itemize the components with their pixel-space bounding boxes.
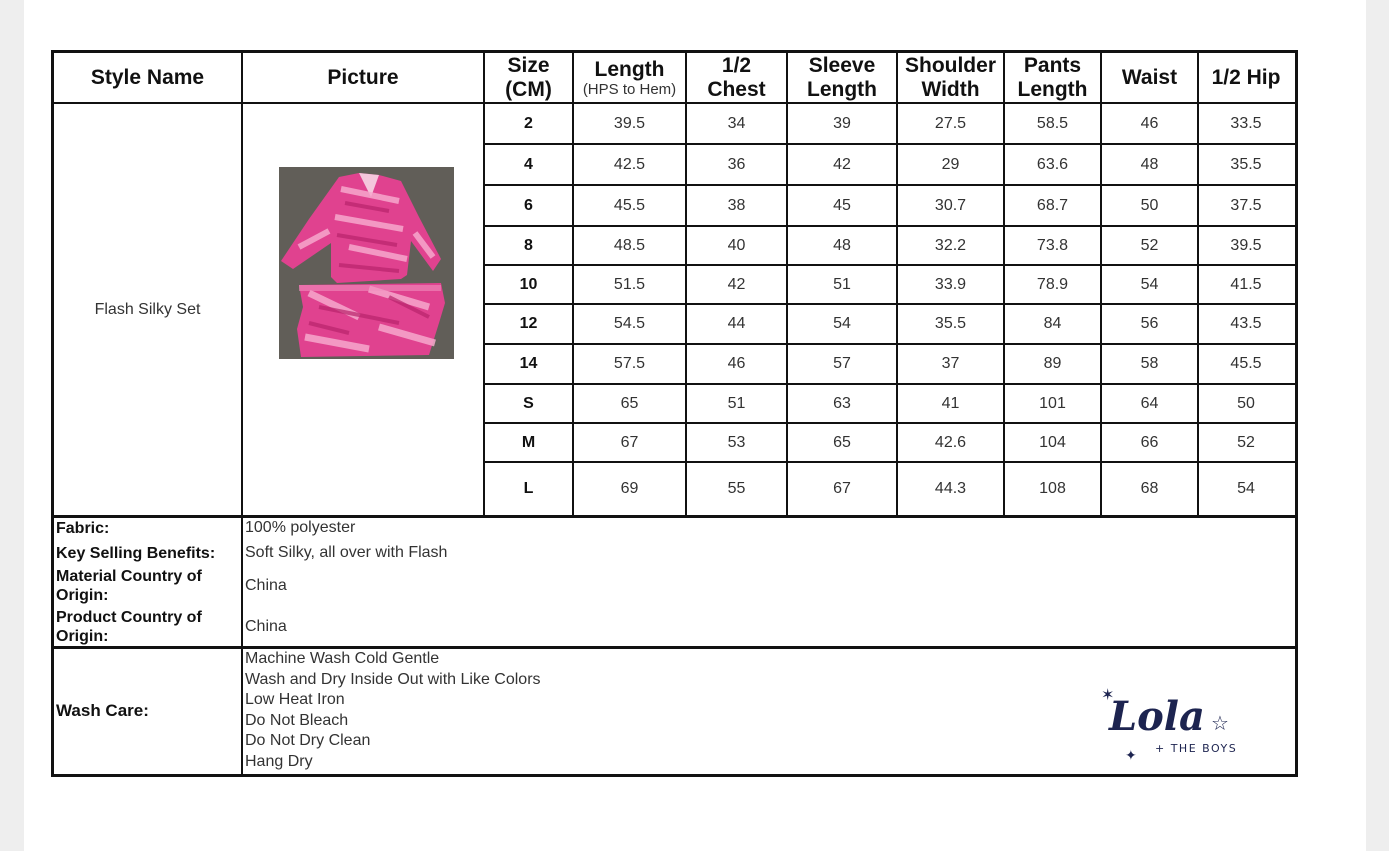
cell-size: 4 xyxy=(524,155,533,173)
benefits-label: Key Selling Benefits: xyxy=(56,545,216,562)
header-label: Pants xyxy=(1023,53,1082,77)
header-half-chest xyxy=(687,53,786,102)
cell-half-hip: 33.5 xyxy=(1230,114,1262,132)
wash-care-list xyxy=(245,649,541,772)
header-pants-length xyxy=(1005,53,1100,102)
material-origin-label xyxy=(56,567,202,605)
cell-half-chest: 42 xyxy=(727,275,746,293)
header-waist xyxy=(1102,53,1197,102)
cell-waist: 48 xyxy=(1140,155,1159,173)
cell-size: 8 xyxy=(524,236,533,254)
cell-pants-length: 73.8 xyxy=(1036,236,1069,254)
col-divider xyxy=(241,646,243,775)
header-label-sub: Width xyxy=(921,77,980,101)
cell-length: 51.5 xyxy=(613,275,646,293)
cell-size: 10 xyxy=(519,275,538,293)
cell-half-chest: 53 xyxy=(727,433,746,451)
cell-half-chest: 44 xyxy=(727,315,746,332)
sparkle-icon: ✶ xyxy=(1101,685,1115,704)
cell-half-hip: 37.5 xyxy=(1230,196,1262,214)
header-label: Waist xyxy=(1121,65,1178,89)
cell-shoulder-width: 29 xyxy=(941,155,960,173)
wash-care-line: Machine Wash Cold Gentle xyxy=(245,650,440,667)
header-label: 1/2 xyxy=(721,53,752,77)
wash-care-line: Do Not Bleach xyxy=(245,711,349,729)
header-half-hip xyxy=(1199,53,1293,102)
cell-sleeve-length: 48 xyxy=(833,236,851,254)
size-spec-table xyxy=(51,50,1296,775)
cell-waist: 46 xyxy=(1140,114,1159,132)
header-label-sub: Chest xyxy=(707,77,766,101)
cell-pants-length: 101 xyxy=(1039,394,1066,412)
cell-half-hip: 35.5 xyxy=(1230,155,1262,173)
cell-half-chest: 36 xyxy=(727,155,746,173)
cell-shoulder-width: 33.9 xyxy=(934,275,967,293)
cell-pants-length: 108 xyxy=(1039,480,1066,497)
cell-length: 45.5 xyxy=(613,196,646,214)
cell-half-hip: 50 xyxy=(1237,394,1255,412)
cell-length: 65 xyxy=(620,394,639,412)
header-label: 1/2 Hip xyxy=(1211,65,1281,89)
cell-shoulder-width: 37 xyxy=(941,355,960,372)
header-label: Length xyxy=(594,57,665,81)
header-label-sub: Length xyxy=(807,77,877,101)
product-origin-label-line1: Product Country of xyxy=(56,609,202,626)
cell-half-chest: 40 xyxy=(727,236,746,254)
header-label: Sleeve xyxy=(808,53,876,77)
cell-size: L xyxy=(523,480,534,497)
cell-sleeve-length: 39 xyxy=(833,114,851,132)
logo-wordmark: Lola xyxy=(1109,693,1205,740)
cell-sleeve-length: 54 xyxy=(833,315,851,332)
style-name-value: Flash Silky Set xyxy=(94,300,201,318)
header-label-sub: (HPS to Hem) xyxy=(582,80,677,98)
cell-half-hip: 45.5 xyxy=(1230,355,1262,372)
lola-logo xyxy=(1095,680,1245,764)
cell-size: 14 xyxy=(519,355,538,372)
wash-care-label: Wash Care: xyxy=(56,701,149,720)
cell-waist: 50 xyxy=(1140,196,1159,214)
cell-half-chest: 38 xyxy=(727,196,746,214)
cell-shoulder-width: 42.6 xyxy=(934,433,967,451)
cell-shoulder-width: 35.5 xyxy=(934,315,967,332)
cell-waist: 58 xyxy=(1140,355,1159,372)
cell-size: 2 xyxy=(524,114,533,132)
header-picture xyxy=(243,53,483,102)
cell-shoulder-width: 32.2 xyxy=(934,236,967,254)
cell-length: 57.5 xyxy=(613,355,646,372)
header-shoulder-width xyxy=(898,53,1003,102)
cell-pants-length: 104 xyxy=(1039,433,1066,451)
cell-sleeve-length: 51 xyxy=(833,275,851,293)
cell-length: 69 xyxy=(620,480,639,497)
cell-pants-length: 63.6 xyxy=(1036,155,1069,173)
header-style-name xyxy=(54,53,241,102)
cell-size: 12 xyxy=(519,315,538,332)
small-star-icon: ✦ xyxy=(1125,748,1137,764)
product-origin-label xyxy=(56,608,202,646)
header-label-sub: Length xyxy=(1017,77,1088,101)
section-divider xyxy=(51,515,1296,518)
product-origin-value: China xyxy=(245,618,287,635)
cell-half-hip: 39.5 xyxy=(1230,236,1262,254)
cell-size: S xyxy=(523,394,534,412)
cell-sleeve-length: 57 xyxy=(833,355,851,372)
header-label: Shoulder xyxy=(904,53,996,77)
cell-half-chest: 46 xyxy=(727,355,746,372)
cell-half-hip: 52 xyxy=(1237,433,1255,451)
header-size xyxy=(485,53,572,102)
section-divider xyxy=(51,646,1296,649)
material-origin-value: China xyxy=(245,577,287,594)
cell-half-chest: 34 xyxy=(727,114,746,132)
cell-waist: 66 xyxy=(1140,433,1159,451)
cell-length: 42.5 xyxy=(613,155,646,173)
cell-shoulder-width: 44.3 xyxy=(934,480,967,497)
cell-pants-length: 58.5 xyxy=(1036,114,1069,132)
cell-sleeve-length: 67 xyxy=(833,480,851,497)
cell-pants-length: 78.9 xyxy=(1036,275,1069,293)
cell-length: 39.5 xyxy=(613,114,646,132)
cell-shoulder-width: 27.5 xyxy=(934,114,967,132)
product-photo xyxy=(279,167,454,359)
cell-shoulder-width: 30.7 xyxy=(934,196,967,214)
cell-waist: 64 xyxy=(1140,394,1159,412)
product-origin-label-line2: Origin: xyxy=(56,628,109,645)
cell-length: 67 xyxy=(620,433,639,451)
header-length xyxy=(574,53,685,102)
col-divider xyxy=(241,516,243,646)
cell-pants-length: 68.7 xyxy=(1036,196,1069,214)
cell-waist: 56 xyxy=(1140,315,1159,332)
fabric-value: 100% polyester xyxy=(245,519,356,536)
cell-length: 54.5 xyxy=(613,315,646,332)
cell-waist: 52 xyxy=(1140,236,1159,254)
cell-waist: 54 xyxy=(1140,275,1159,293)
wash-care-line: Low Heat Iron xyxy=(245,691,345,708)
cell-half-chest: 55 xyxy=(727,480,746,497)
col-divider xyxy=(241,50,243,516)
header-label: Picture xyxy=(327,65,399,89)
pajama-set-image xyxy=(279,167,454,359)
brand-logo xyxy=(1095,680,1245,764)
cell-length: 48.5 xyxy=(613,236,646,254)
wash-care-line: Wash and Dry Inside Out with Like Colors xyxy=(245,670,541,688)
cell-half-hip: 54 xyxy=(1237,480,1255,497)
logo-subtext: + THE BOYS xyxy=(1155,742,1238,755)
material-origin-label-line2: Origin: xyxy=(56,587,109,604)
cell-half-chest: 51 xyxy=(727,394,746,412)
wash-care-line: Hang Dry xyxy=(245,752,313,770)
cell-sleeve-length: 63 xyxy=(833,394,851,412)
cell-size: 6 xyxy=(524,196,533,214)
cell-size: M xyxy=(521,433,536,451)
cell-sleeve-length: 42 xyxy=(833,155,851,173)
header-label-sub: (CM) xyxy=(505,77,552,101)
fabric-label: Fabric: xyxy=(56,520,110,537)
cell-pants-length: 89 xyxy=(1043,355,1062,372)
cell-half-hip: 43.5 xyxy=(1230,315,1262,332)
cell-pants-length: 84 xyxy=(1043,315,1062,332)
material-origin-label-line1: Material Country of xyxy=(56,568,202,585)
cell-sleeve-length: 65 xyxy=(833,433,851,451)
wash-care-line: Do Not Dry Clean xyxy=(245,732,371,749)
star-icon: ☆ xyxy=(1211,711,1229,735)
cell-shoulder-width: 41 xyxy=(941,394,960,412)
cell-waist: 68 xyxy=(1140,480,1159,497)
header-sleeve-length xyxy=(788,53,896,102)
cell-half-hip: 41.5 xyxy=(1230,275,1262,293)
cell-sleeve-length: 45 xyxy=(833,196,851,214)
header-label: Size xyxy=(507,53,550,77)
benefits-value: Soft Silky, all over with Flash xyxy=(245,544,448,561)
header-label: Style Name xyxy=(90,65,205,89)
